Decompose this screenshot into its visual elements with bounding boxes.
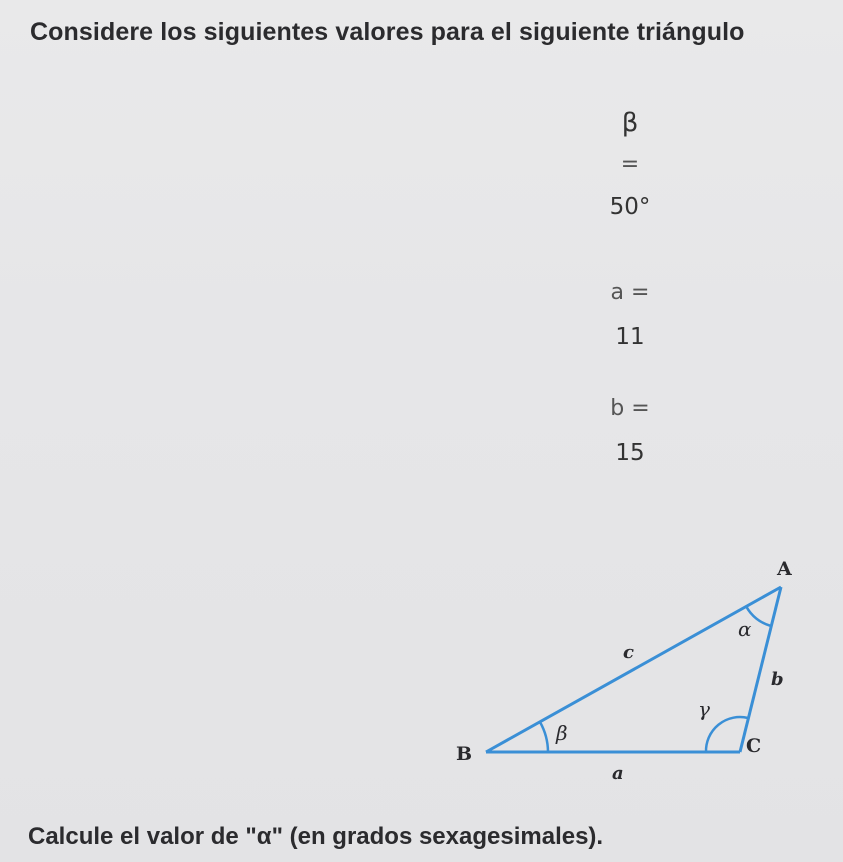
vertex-label-b: B [456, 743, 473, 765]
vertex-label-a: A [777, 558, 792, 580]
beta-symbol: β [621, 108, 639, 138]
b-label: b = [610, 396, 650, 421]
a-label: a = [610, 280, 650, 305]
side-label-a: a [612, 763, 624, 784]
side-label-c: c [623, 642, 634, 663]
question-text: Calcule el valor de "α" (en grados sexagesimales). [28, 823, 604, 850]
problem-statement: Considere los siguientes valores para el siguiente triángulo [30, 18, 745, 46]
triangle-side-c [486, 587, 781, 752]
b-value: 15 [615, 440, 645, 466]
beta-equals: = [620, 152, 640, 177]
vertex-label-c: C [746, 735, 762, 757]
a-value: 11 [615, 324, 645, 350]
angle-label-beta: β [556, 721, 568, 745]
beta-value: 50° [609, 194, 651, 220]
angle-arc-beta [540, 722, 548, 752]
side-label-b: b [771, 669, 784, 690]
angle-label-alpha: α [738, 617, 752, 641]
angle-label-gamma: γ [698, 697, 710, 721]
